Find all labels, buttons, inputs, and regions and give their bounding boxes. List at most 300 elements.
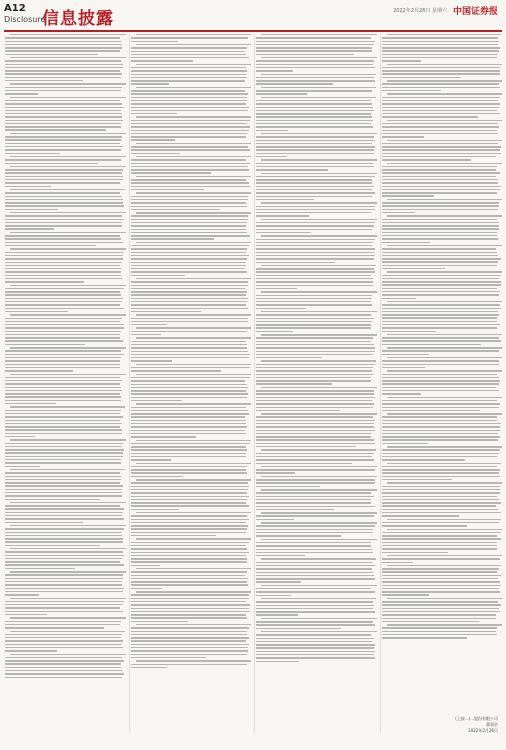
- text-line: [5, 551, 123, 552]
- paragraph-block: [256, 413, 376, 447]
- text-line: [382, 538, 501, 539]
- text-line: [5, 192, 120, 193]
- text-line: [382, 57, 497, 58]
- text-line: [5, 275, 121, 276]
- text-line: [131, 341, 246, 342]
- text-line: [256, 601, 373, 602]
- text-line: [131, 581, 248, 582]
- text-line: [382, 159, 472, 160]
- text-line: [131, 100, 247, 101]
- text-line: [131, 644, 250, 645]
- paragraph-block: [131, 440, 251, 461]
- text-line: [5, 77, 121, 78]
- text-line: [131, 265, 247, 266]
- text-line: [131, 420, 247, 421]
- text-line: [5, 426, 120, 427]
- issue-date: 2022年2月26日 星期六: [393, 8, 447, 14]
- text-line: [131, 552, 249, 553]
- text-line: [382, 637, 467, 638]
- header-rule: [4, 30, 502, 32]
- text-line: [387, 80, 503, 81]
- text-line: [256, 90, 372, 91]
- text-line: [382, 182, 498, 183]
- text-line: [382, 110, 497, 111]
- text-line: [256, 651, 375, 652]
- text-line: [256, 426, 374, 427]
- text-line: [256, 318, 374, 319]
- text-line: [256, 100, 371, 101]
- text-line: [261, 413, 377, 414]
- text-line: [382, 410, 480, 411]
- text-line: [131, 657, 206, 658]
- text-line: [131, 83, 170, 84]
- text-line: [131, 571, 247, 572]
- text-line: [5, 522, 83, 523]
- paragraph-block: [131, 176, 251, 191]
- text-line: [136, 314, 252, 315]
- paragraph-block: [5, 598, 125, 616]
- text-line: [256, 37, 371, 38]
- text-line: [5, 452, 123, 453]
- text-line: [131, 60, 194, 61]
- text-line: [382, 73, 500, 74]
- text-line: [10, 548, 126, 549]
- text-line: [261, 387, 377, 388]
- text-line: [382, 202, 499, 203]
- paragraph-block: [382, 397, 502, 412]
- text-line: [131, 47, 247, 48]
- text-line: [131, 110, 248, 111]
- text-line: [256, 525, 375, 526]
- page-header: [0, 0, 506, 30]
- paragraph-block: [382, 446, 502, 461]
- text-line: [387, 120, 503, 121]
- text-line: [5, 670, 122, 671]
- text-line: [131, 631, 248, 632]
- text-line: [256, 232, 311, 233]
- text-line: [136, 64, 252, 65]
- text-line: [382, 390, 500, 391]
- text-line: [261, 87, 376, 88]
- text-line: [261, 97, 376, 98]
- text-line: [131, 215, 248, 216]
- text-line: [131, 436, 196, 437]
- text-line: [5, 113, 122, 114]
- paragraph-block: [131, 242, 251, 276]
- text-line: [256, 324, 371, 325]
- text-line: [261, 360, 376, 361]
- paragraph-block: [131, 143, 251, 154]
- text-line: [131, 219, 249, 220]
- text-line: [10, 314, 126, 315]
- text-line: [136, 116, 252, 117]
- text-line: [256, 136, 374, 137]
- text-line: [382, 186, 501, 187]
- text-line: [131, 262, 247, 263]
- text-line: [5, 123, 121, 124]
- paragraph-block: [382, 347, 502, 355]
- text-line: [136, 337, 251, 338]
- text-line: [5, 650, 57, 651]
- paragraph-block: [256, 522, 376, 537]
- text-line: [382, 360, 500, 361]
- text-line: [5, 324, 124, 325]
- text-line: [5, 209, 58, 210]
- text-line: [382, 459, 466, 460]
- paragraph-block: [256, 57, 376, 72]
- text-line: [382, 618, 497, 619]
- text-line: [131, 245, 250, 246]
- text-line: [256, 430, 375, 431]
- paragraph-block: [256, 360, 376, 384]
- text-line: [5, 393, 120, 394]
- text-line: [382, 614, 497, 615]
- text-line: [256, 400, 372, 401]
- text-line: [5, 614, 47, 615]
- text-line: [5, 219, 124, 220]
- text-line: [382, 156, 497, 157]
- text-line: [131, 482, 248, 483]
- paragraph-block: [256, 512, 376, 520]
- text-line: [256, 258, 374, 259]
- text-line: [131, 584, 248, 585]
- text-line: [382, 344, 481, 345]
- text-line: [131, 377, 250, 378]
- text-line: [256, 77, 374, 78]
- paragraph-block: [131, 327, 251, 335]
- text-line: [256, 268, 374, 269]
- text-line: [131, 291, 248, 292]
- text-line: [5, 400, 121, 401]
- text-line: [5, 410, 121, 411]
- text-line: [131, 275, 186, 276]
- text-line: [131, 229, 246, 230]
- text-line: [5, 538, 123, 539]
- text-line: [261, 159, 377, 160]
- text-line: [136, 568, 252, 569]
- text-line: [131, 90, 246, 91]
- text-line: [5, 129, 106, 130]
- text-line: [5, 558, 122, 559]
- text-line: [131, 367, 250, 368]
- paragraph-block: [5, 83, 125, 94]
- text-line: [131, 601, 246, 602]
- text-line: [382, 324, 501, 325]
- text-line: [256, 499, 371, 500]
- text-line: [387, 301, 503, 302]
- text-line: [5, 354, 124, 355]
- paragraph-block: [382, 598, 502, 622]
- text-line: [382, 225, 500, 226]
- text-line: [382, 393, 422, 394]
- text-line: [256, 262, 335, 263]
- text-line: [382, 261, 499, 262]
- paragraph-block: [382, 120, 502, 138]
- text-line: [261, 219, 377, 220]
- text-line: [387, 397, 503, 398]
- text-line: [382, 578, 498, 579]
- text-line: [5, 199, 123, 200]
- text-line: [131, 496, 249, 497]
- text-line: [5, 413, 120, 414]
- text-line: [256, 199, 314, 200]
- text-line: [256, 370, 372, 371]
- text-line: [5, 258, 123, 259]
- text-line: [136, 278, 252, 279]
- text-line: [5, 657, 122, 658]
- text-line: [256, 374, 373, 375]
- text-line: [5, 456, 123, 457]
- paragraph-block: [382, 413, 502, 444]
- text-line: [382, 235, 498, 236]
- text-line: [131, 209, 220, 210]
- text-line: [131, 130, 250, 131]
- text-line: [256, 354, 373, 355]
- text-line: [5, 265, 120, 266]
- text-line: [382, 449, 501, 450]
- paragraph-block: [382, 565, 502, 596]
- text-line: [5, 601, 124, 602]
- text-line: [382, 420, 497, 421]
- text-line: [382, 522, 499, 523]
- text-line: [131, 54, 246, 55]
- text-line: [131, 430, 246, 431]
- text-line: [5, 489, 122, 490]
- text-line: [256, 341, 371, 342]
- text-line: [256, 60, 374, 61]
- text-line: [382, 568, 500, 569]
- text-line: [5, 508, 124, 509]
- text-line: [387, 519, 502, 520]
- text-line: [5, 377, 120, 378]
- text-line: [10, 617, 126, 618]
- text-line: [382, 331, 437, 332]
- text-line: [131, 614, 247, 615]
- text-line: [256, 64, 373, 65]
- text-line: [256, 628, 341, 629]
- text-line: [387, 370, 503, 371]
- text-line: [382, 44, 498, 45]
- text-line: [387, 271, 503, 272]
- text-line: [131, 199, 248, 200]
- paragraph-block: [382, 271, 502, 299]
- text-line: [382, 499, 499, 500]
- text-line: [131, 400, 182, 401]
- text-line: [256, 314, 371, 315]
- text-line: [256, 624, 375, 625]
- text-line: [136, 624, 252, 625]
- text-line: [131, 489, 249, 490]
- text-line: [256, 661, 299, 662]
- text-line: [131, 136, 246, 137]
- text-line: [5, 607, 120, 608]
- text-line: [256, 614, 298, 615]
- text-line: [256, 80, 375, 81]
- text-line: [382, 268, 446, 269]
- text-line: [5, 242, 123, 243]
- text-line: [5, 423, 122, 424]
- text-line: [5, 360, 120, 361]
- text-line: [256, 130, 288, 131]
- text-line: [5, 87, 122, 88]
- text-line: [131, 311, 202, 312]
- text-line: [136, 34, 251, 35]
- paragraph-block: [5, 617, 125, 628]
- text-line: [5, 364, 120, 365]
- text-line: [5, 294, 121, 295]
- footer-company: (上接...)...股份有限公司: [455, 716, 498, 721]
- text-line: [131, 519, 250, 520]
- text-line: [136, 479, 252, 480]
- text-line: [382, 238, 498, 239]
- text-line: [10, 232, 126, 233]
- text-line: [256, 621, 373, 622]
- text-line: [131, 469, 246, 470]
- text-line: [256, 255, 375, 256]
- text-line: [5, 528, 124, 529]
- text-line: [5, 278, 122, 279]
- text-line: [5, 54, 98, 55]
- text-line: [382, 278, 499, 279]
- paragraph-block: [256, 387, 376, 411]
- paragraph-block: [5, 156, 125, 164]
- text-line: [382, 308, 501, 309]
- text-line: [5, 505, 120, 506]
- paragraph-block: [131, 64, 251, 85]
- paragraph-block: [5, 248, 125, 282]
- paragraph-block: [382, 555, 502, 563]
- text-line: [131, 423, 246, 424]
- text-line: [256, 222, 375, 223]
- text-line: [131, 561, 247, 562]
- text-line: [382, 169, 497, 170]
- paragraph-block: [256, 219, 376, 234]
- text-line: [5, 337, 120, 338]
- text-line: [382, 354, 430, 355]
- paragraph-block: [5, 57, 125, 81]
- text-line: [256, 463, 352, 464]
- text-line: [5, 139, 121, 140]
- text-line: [136, 463, 251, 464]
- text-line: [131, 182, 249, 183]
- section-name-cn: 信息披露: [42, 9, 114, 29]
- text-line: [382, 502, 501, 503]
- text-line: [10, 439, 126, 440]
- paragraph-block: [382, 93, 502, 117]
- text-line: [131, 93, 248, 94]
- text-line: [387, 555, 503, 556]
- paragraph-block: [382, 334, 502, 345]
- text-line: [131, 186, 250, 187]
- text-line: [5, 321, 120, 322]
- text-line: [256, 403, 374, 404]
- text-line: [5, 235, 120, 236]
- text-line: [256, 380, 371, 381]
- text-line: [256, 93, 307, 94]
- text-line: [5, 298, 123, 299]
- text-line: [136, 242, 252, 243]
- text-line: [5, 591, 123, 592]
- text-line: [261, 34, 377, 35]
- text-line: [5, 153, 60, 154]
- paragraph-block: [256, 159, 376, 170]
- text-line: [382, 136, 424, 137]
- paragraph-block: [5, 97, 125, 131]
- text-line: [131, 235, 250, 236]
- masthead: [393, 4, 498, 17]
- text-line: [5, 64, 123, 65]
- text-line: [382, 298, 416, 299]
- text-line: [256, 420, 375, 421]
- text-line: [5, 311, 68, 312]
- text-line: [261, 334, 377, 335]
- paragraph-block: [131, 156, 251, 174]
- text-line: [131, 285, 248, 286]
- text-line: [5, 126, 121, 127]
- text-line: [131, 453, 246, 454]
- text-line: [256, 591, 375, 592]
- paragraph-block: [256, 585, 376, 596]
- text-line: [5, 344, 85, 345]
- text-line: [256, 469, 375, 470]
- text-line: [131, 153, 181, 154]
- text-line: [5, 281, 84, 282]
- text-line: [5, 667, 121, 668]
- paragraph-block: [131, 212, 251, 240]
- text-line: [387, 199, 503, 200]
- paragraph-block: [382, 80, 502, 91]
- text-line: [382, 50, 499, 51]
- text-line: [256, 285, 373, 286]
- text-line: [382, 469, 501, 470]
- text-line: [256, 479, 375, 480]
- text-line: [387, 34, 502, 35]
- text-line: [5, 41, 121, 42]
- text-line: [382, 367, 425, 368]
- text-line: [5, 60, 121, 61]
- text-line: [261, 598, 376, 599]
- text-line: [256, 327, 371, 328]
- text-line: [5, 449, 124, 450]
- text-line: [382, 515, 459, 516]
- text-line: [5, 462, 121, 463]
- text-line: [5, 594, 39, 595]
- text-line: [5, 621, 121, 622]
- text-line: [5, 663, 121, 664]
- text-line: [5, 271, 121, 272]
- text-line: [131, 416, 246, 417]
- column-2: [129, 34, 252, 734]
- text-line: [387, 624, 503, 625]
- text-line: [256, 44, 374, 45]
- text-line: [5, 202, 123, 203]
- text-line: [256, 506, 375, 507]
- text-line: [136, 143, 252, 144]
- text-line: [387, 357, 503, 358]
- text-line: [256, 492, 371, 493]
- text-line: [131, 548, 248, 549]
- text-line: [131, 318, 249, 319]
- paragraph-block: [256, 97, 376, 131]
- text-line: [387, 598, 503, 599]
- text-line: [256, 644, 375, 645]
- text-line: [261, 74, 376, 75]
- text-line: [382, 143, 499, 144]
- text-line: [382, 627, 497, 628]
- text-line: [382, 585, 501, 586]
- text-line: [382, 304, 500, 305]
- text-line: [382, 604, 501, 605]
